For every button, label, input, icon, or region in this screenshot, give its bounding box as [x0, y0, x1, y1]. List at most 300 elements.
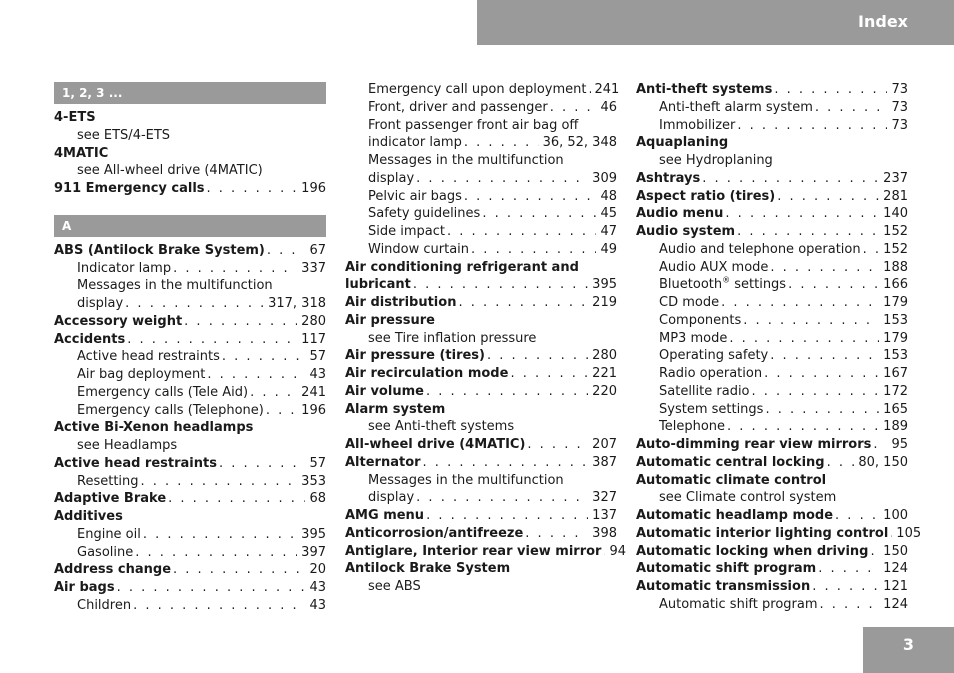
entry-term: see All-wheel drive (4MATIC)	[77, 163, 263, 179]
page-reference: 179	[883, 330, 908, 346]
index-subentry	[345, 241, 617, 259]
index-entry	[54, 455, 326, 473]
page-reference: 153	[883, 348, 908, 364]
dot-leader	[700, 170, 879, 188]
index-subentry	[345, 134, 617, 152]
entry-term: Messages in the multifunction	[368, 153, 564, 168]
dot-leader	[264, 402, 297, 420]
page-reference: 395	[592, 277, 617, 293]
index-subentry	[54, 544, 326, 562]
dot-leader	[772, 81, 887, 99]
page-reference: 395	[301, 526, 326, 542]
dot-leader	[861, 241, 880, 259]
index-entry	[345, 525, 617, 543]
page-reference: 353	[301, 473, 326, 489]
entry-term: see Headlamps	[77, 438, 178, 453]
dot-leader	[768, 259, 879, 277]
index-entry	[54, 109, 326, 127]
entry-term: Ashtrays	[636, 170, 701, 186]
page-reference: 196	[301, 181, 326, 196]
dot-leader	[871, 436, 887, 454]
entry-term: AMG menu	[345, 508, 425, 523]
page-reference: 152	[883, 241, 908, 257]
section-spacer	[54, 198, 326, 215]
page-reference: 137	[592, 508, 617, 523]
index-subentry	[636, 383, 908, 401]
index-entry	[636, 472, 908, 490]
index-entry	[345, 312, 617, 330]
entry-term: Window curtain	[368, 241, 470, 257]
entry-term: Accessory weight	[54, 313, 183, 329]
dot-leader	[762, 365, 879, 383]
entry-term: Front, driver and passenger	[368, 99, 548, 115]
page-reference: 150	[883, 543, 908, 559]
entry-term: Automatic transmission	[636, 579, 811, 594]
entry-term: Air recirculation mode	[345, 366, 509, 381]
page-reference: 241	[594, 82, 620, 97]
index-entry	[345, 294, 617, 312]
dot-leader	[735, 223, 879, 241]
index-entry	[636, 560, 908, 578]
index-entry	[345, 365, 617, 383]
page-reference: 73	[891, 117, 908, 133]
index-subentry	[345, 418, 617, 436]
index-subentry	[54, 162, 326, 180]
index-subentry	[54, 473, 326, 491]
page-reference: 43	[309, 580, 326, 595]
dot-leader	[750, 383, 880, 401]
entry-term: MP3 mode	[659, 330, 728, 346]
entry-term: Side impact	[368, 224, 445, 239]
header-bar	[477, 0, 954, 45]
index-entry	[345, 507, 617, 525]
index-entry	[345, 276, 617, 294]
page-reference: 140	[883, 206, 908, 222]
dot-leader	[723, 205, 879, 223]
entry-term: Air pressure	[345, 312, 435, 328]
index-entry	[636, 170, 908, 188]
dot-leader	[248, 384, 297, 402]
page-reference: 43	[309, 597, 326, 613]
index-subentry	[636, 401, 908, 419]
page-reference: 46	[600, 99, 617, 115]
entry-term: Anti-theft systems	[636, 82, 773, 97]
entry-term: Safety guidelines	[368, 206, 481, 222]
page-title: Index	[858, 12, 908, 31]
index-subentry	[636, 330, 908, 348]
page-reference: 280	[301, 313, 326, 329]
entry-term: Air distribution	[345, 295, 457, 310]
entry-term: Accidents	[54, 331, 126, 347]
index-entry	[345, 543, 627, 561]
page-reference: 48	[600, 188, 617, 204]
page-reference: 165	[883, 401, 908, 417]
dot-leader	[171, 260, 297, 278]
page-reference: 196	[301, 402, 326, 418]
entry-term: see Tire inflation pressure	[368, 330, 537, 346]
entry-term: see ABS	[368, 579, 421, 594]
page-reference: 57	[309, 349, 326, 365]
dot-leader	[421, 454, 589, 472]
entry-term: System settings	[659, 401, 764, 417]
index-subentry	[54, 277, 326, 295]
dot-leader	[735, 117, 887, 135]
entry-term: display	[368, 490, 415, 506]
dot-leader	[131, 597, 305, 615]
dot-leader	[220, 348, 306, 366]
index-entry	[54, 331, 326, 349]
index-entry	[345, 454, 617, 472]
entry-term: Automatic locking when driving	[636, 543, 869, 559]
entry-term: Emergency calls (Telephone)	[77, 402, 264, 418]
dot-leader	[763, 401, 879, 419]
index-subentry	[636, 596, 908, 614]
index-subentry	[636, 241, 908, 259]
index-entry	[636, 205, 908, 223]
index-subentry	[345, 188, 617, 206]
dot-leader	[456, 294, 588, 312]
dot-leader	[424, 507, 588, 525]
entry-term: Anti-theft alarm system	[659, 99, 813, 115]
entry-term: Automatic headlamp mode	[636, 508, 834, 523]
index-subentry	[54, 384, 326, 402]
index-entry	[636, 223, 908, 241]
entry-term: Radio operation	[659, 366, 763, 381]
index-entry	[636, 543, 908, 561]
section-header-row	[54, 215, 326, 237]
page-reference: 121	[883, 579, 908, 594]
index-subentry	[636, 365, 908, 383]
page-reference: 105	[896, 525, 922, 541]
index-subentry	[345, 489, 617, 507]
section-header-row	[54, 82, 326, 104]
registered-mark: ®	[722, 275, 731, 285]
index-entry	[345, 383, 617, 401]
entry-term: Address change	[54, 562, 172, 578]
dot-leader	[139, 473, 298, 491]
dot-leader	[125, 331, 297, 349]
entry-term: Engine oil	[77, 526, 141, 542]
entry-term: Pelvic air bags	[368, 188, 462, 204]
page-reference: 36, 52, 348	[542, 135, 617, 151]
page-reference: 220	[592, 383, 617, 399]
entry-term: ABS (Antilock Brake System)	[54, 242, 265, 258]
index-entry	[345, 560, 617, 578]
dot-leader	[205, 180, 298, 198]
index-subentry	[345, 117, 617, 135]
index-column-2	[345, 81, 627, 596]
index-subentry	[345, 223, 617, 241]
page-reference: 221	[592, 366, 617, 381]
index-subentry	[636, 276, 908, 294]
page-reference: 124	[883, 596, 908, 612]
index-subentry	[636, 347, 908, 365]
dot-leader	[166, 490, 305, 508]
entry-term: display	[77, 296, 124, 311]
dot-leader	[768, 347, 879, 365]
page-reference: 47	[600, 224, 617, 239]
index-subentry	[636, 99, 908, 117]
index-entry	[54, 490, 326, 508]
index-entry	[636, 134, 908, 152]
page-reference: 309	[592, 170, 617, 186]
entry-term: Aspect ratio (tires)	[636, 188, 776, 204]
entry-term: Automatic shift program	[636, 561, 817, 577]
entry-term: Alarm system	[345, 401, 446, 417]
index-subentry	[636, 152, 908, 170]
index-entry	[54, 145, 326, 163]
entry-term: Air bag deployment	[77, 367, 206, 382]
entry-term: Front passenger front air bag off	[368, 117, 579, 133]
dot-leader	[123, 295, 264, 313]
dot-leader	[141, 526, 297, 544]
entry-term: indicator lamp	[368, 135, 462, 151]
entry-term: Air volume	[345, 383, 424, 399]
index-entry	[54, 419, 326, 437]
entry-term: Adaptive Brake	[54, 491, 167, 507]
page-reference: 20	[309, 562, 326, 578]
dot-leader	[115, 579, 306, 597]
entry-term: All-wheel drive (4MATIC)	[345, 437, 526, 452]
entry-term: display	[368, 170, 415, 186]
page-reference: 100	[883, 508, 908, 523]
entry-term-part: settings	[730, 277, 787, 293]
entry-term: Emergency calls (Tele Aid)	[77, 384, 249, 400]
index-entry	[345, 259, 617, 277]
entry-term: see Hydroplaning	[659, 153, 773, 168]
page-reference: 49	[600, 241, 617, 257]
page-reference: 281	[883, 188, 908, 204]
entry-term: Alternator	[345, 454, 421, 470]
entry-term: 4MATIC	[54, 145, 109, 161]
dot-leader	[171, 561, 305, 579]
page-reference: 57	[309, 455, 326, 471]
index-subentry	[345, 205, 617, 223]
index-entry	[636, 454, 908, 472]
dot-leader	[469, 241, 596, 259]
index-subentry	[345, 170, 617, 188]
entry-term: see Anti-theft systems	[368, 419, 515, 435]
dot-leader	[525, 436, 588, 454]
entry-term: Anticorrosion/antifreeze	[345, 525, 524, 541]
entry-term: Automatic interior lighting control	[636, 525, 889, 541]
page-reference: 73	[891, 82, 908, 97]
page-reference: 124	[883, 561, 908, 577]
page-reference: 207	[592, 437, 617, 452]
entry-term: Immobilizer	[659, 117, 736, 133]
entry-term: Active head restraints	[77, 349, 220, 365]
index-subentry	[636, 312, 908, 330]
index-entry	[54, 242, 326, 260]
index-subentry	[636, 418, 908, 436]
dot-leader	[869, 543, 880, 561]
entry-term: Indicator lamp	[77, 260, 172, 276]
index-entry	[636, 81, 908, 99]
index-entry	[54, 180, 326, 198]
dot-leader	[813, 99, 888, 117]
page-reference: 237	[883, 170, 908, 186]
index-column-3	[636, 81, 922, 614]
page-reference: 68	[309, 491, 326, 507]
index-subentry	[54, 437, 326, 455]
entry-term: see ETS/4-ETS	[77, 127, 171, 143]
index-entry	[54, 508, 326, 526]
index-subentry	[54, 597, 326, 615]
dot-leader	[411, 276, 588, 294]
page-reference: 117	[301, 331, 326, 347]
page-reference: 387	[592, 454, 617, 470]
index-subentry	[345, 152, 617, 170]
page-reference: 327	[592, 490, 617, 506]
entry-term: Audio system	[636, 224, 736, 239]
entry-term: Audio and telephone operation	[659, 241, 861, 257]
entry-term: Active head restraints	[54, 455, 217, 471]
index-subentry	[345, 330, 617, 348]
index-subentry	[345, 472, 617, 490]
section-header: 1, 2, 3 ...	[54, 82, 326, 104]
entry-term: Telephone	[659, 419, 726, 435]
dot-leader	[485, 347, 588, 365]
dot-leader	[182, 313, 297, 331]
dot-leader	[217, 455, 305, 473]
entry-term: Air conditioning refrigerant and	[345, 259, 579, 275]
dot-leader	[265, 242, 306, 260]
dot-leader	[833, 507, 879, 525]
index-subentry	[345, 99, 617, 117]
page-reference: 67	[309, 242, 326, 258]
entry-term: Automatic central locking	[636, 454, 825, 470]
dot-leader	[508, 365, 588, 383]
page-reference: 94	[609, 543, 627, 559]
index-subentry	[345, 578, 617, 596]
entry-term: 4-ETS	[54, 110, 96, 125]
index-column-1	[54, 82, 326, 615]
index-subentry	[54, 526, 326, 544]
page-reference: 188	[883, 259, 908, 275]
entry-term: Antilock Brake System	[345, 561, 511, 577]
index-entry	[345, 401, 617, 419]
section-header: A	[54, 215, 326, 237]
dot-leader	[810, 578, 879, 596]
dot-leader	[133, 544, 297, 562]
page-reference: 219	[592, 295, 617, 310]
index-subentry	[636, 117, 908, 135]
entry-term: Antiglare, Interior rear view mirror	[345, 543, 602, 559]
dot-leader	[462, 134, 539, 152]
entry-term: Gasoline	[77, 544, 134, 560]
index-subentry	[54, 402, 326, 420]
entry-term: Automatic climate control	[636, 472, 827, 488]
dot-leader	[786, 276, 879, 294]
entry-term: Aquaplaning	[636, 135, 729, 151]
dot-leader	[741, 312, 879, 330]
entry-term-part: Bluetooth	[659, 277, 723, 293]
dot-leader	[414, 489, 588, 507]
page-reference: 398	[592, 525, 617, 541]
index-entry	[54, 561, 326, 579]
entry-term: Audio AUX mode	[659, 259, 769, 275]
page-reference: 43	[309, 367, 326, 382]
index-entry	[636, 507, 908, 525]
page-reference: 152	[883, 224, 908, 239]
entry-term: see Climate control system	[659, 490, 837, 506]
entry-term	[659, 276, 786, 294]
entry-term: 911 Emergency calls	[54, 181, 205, 196]
page-reference: 337	[301, 260, 326, 276]
page-reference: 166	[883, 277, 908, 293]
page-reference: 179	[883, 295, 908, 310]
page-reference: 153	[883, 312, 908, 328]
dot-leader	[825, 454, 855, 472]
page-reference: 167	[883, 366, 908, 381]
dot-leader	[480, 205, 596, 223]
page-reference: 241	[301, 384, 326, 400]
entry-term: lubricant	[345, 277, 411, 293]
entry-term: Children	[77, 597, 132, 613]
page-reference: 73	[891, 99, 908, 115]
page-reference: 45	[600, 206, 617, 222]
entry-term: Satellite radio	[659, 383, 750, 399]
entry-term: Automatic shift program	[659, 596, 818, 612]
entry-term: Emergency call upon deployment	[368, 82, 587, 97]
page-reference: 172	[883, 383, 908, 399]
page-reference: 397	[301, 544, 326, 560]
index-subentry	[636, 489, 908, 507]
index-subentry	[54, 366, 326, 384]
dot-leader	[816, 560, 879, 578]
index-subentry	[54, 127, 326, 145]
dot-leader	[424, 383, 588, 401]
entry-term: Auto-dimming rear view mirrors	[636, 437, 872, 452]
dot-leader	[727, 330, 879, 348]
index-entry	[636, 525, 922, 543]
dot-leader	[414, 170, 588, 188]
dot-leader	[775, 188, 879, 206]
entry-term: Air pressure (tires)	[345, 348, 485, 364]
dot-leader	[205, 366, 305, 384]
entry-term: Active Bi-Xenon headlamps	[54, 420, 254, 436]
index-entry	[54, 313, 326, 331]
entry-term: Components	[659, 312, 742, 328]
entry-term: Additives	[54, 509, 123, 524]
page-reference: 189	[883, 419, 908, 435]
index-subentry	[636, 259, 908, 277]
page-reference: 80, 150	[858, 454, 908, 470]
page-reference: 95	[891, 437, 908, 452]
page-number-tab	[863, 627, 954, 673]
index-subentry	[54, 295, 326, 313]
dot-leader	[445, 223, 596, 241]
index-entry	[636, 436, 908, 454]
page-number: 3	[902, 635, 915, 654]
index-entry	[636, 578, 908, 596]
entry-term: Resetting	[77, 473, 139, 489]
index-entry	[636, 188, 908, 206]
index-entry	[345, 347, 617, 365]
index-subentry	[54, 348, 326, 366]
entry-term: Messages in the multifunction	[368, 472, 564, 488]
entry-term: CD mode	[659, 295, 720, 310]
index-entry	[345, 436, 617, 454]
entry-term: Messages in the multifunction	[77, 278, 273, 294]
dot-leader	[523, 525, 588, 543]
entry-term: Audio menu	[636, 206, 724, 222]
dot-leader	[548, 99, 597, 117]
dot-leader	[818, 596, 880, 614]
index-subentry	[636, 294, 908, 312]
dot-leader	[462, 188, 597, 206]
index-subentry	[54, 260, 326, 278]
